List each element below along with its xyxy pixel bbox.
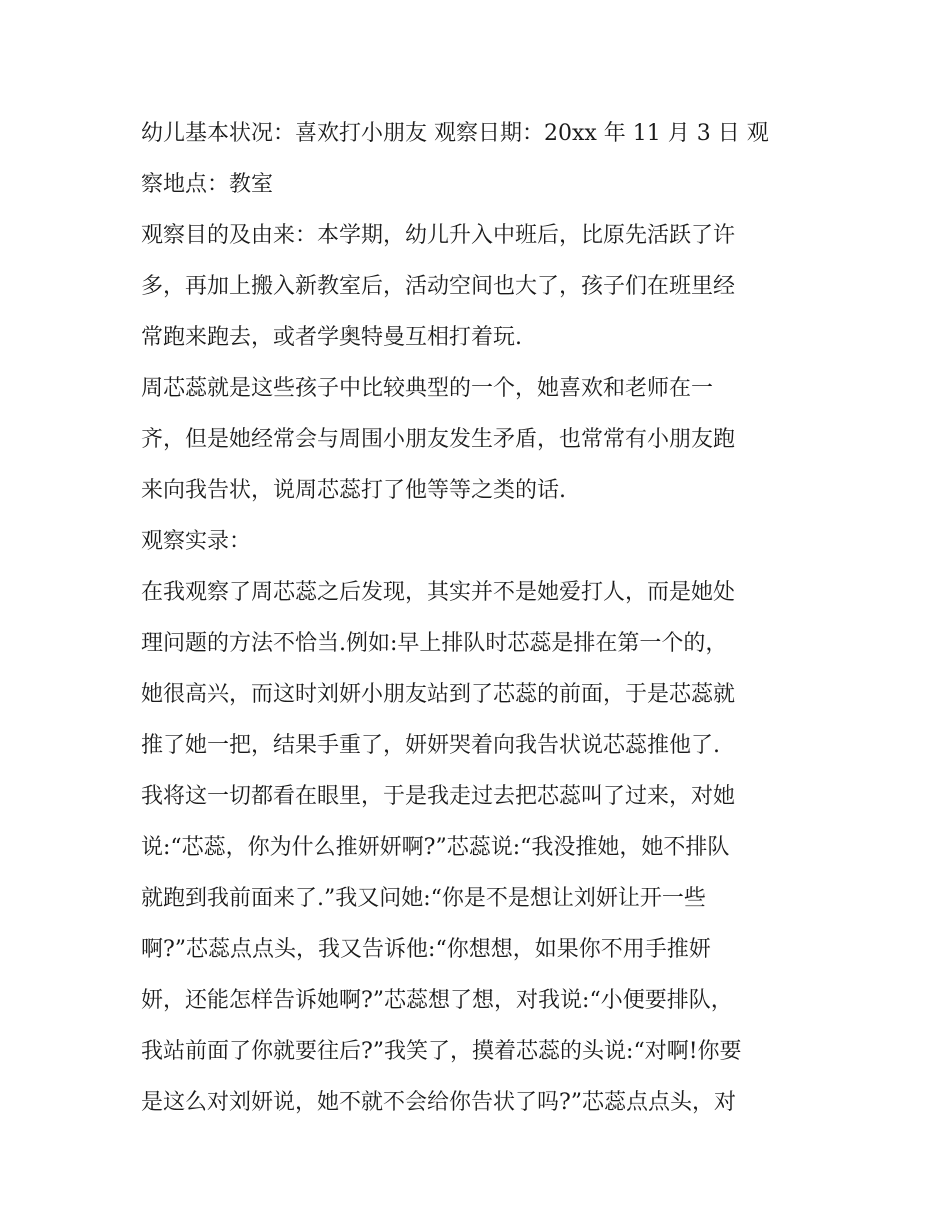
text-line: 观察目的及由来：本学期，幼儿升入中班后，比原先活跃了许 xyxy=(141,223,736,248)
text-line: 说:“芯蕊，你为什么推妍妍啊?”芯蕊说:“我没推她，她不排队 xyxy=(141,835,730,860)
text-line: 理问题的方法不恰当.例如:早上排队时芯蕊是排在第一个的， xyxy=(141,631,728,656)
text-line: 推了她一把，结果手重了，妍妍哭着向我告状说芯蕊推他了. xyxy=(141,733,720,758)
text-line: 啊?”芯蕊点点头，我又告诉他:“你想想，如果你不用手推妍 xyxy=(141,937,711,962)
text-line: 齐，但是她经常会与周围小朋友发生矛盾，也常常有小朋友跑 xyxy=(141,427,736,452)
text-line: 在我观察了周芯蕊之后发现，其实并不是她爱打人，而是她处 xyxy=(141,580,736,605)
text-line: 察地点：教室 xyxy=(141,172,274,197)
text-line: 我将这一切都看在眼里，于是我走过去把芯蕊叫了过来，对她 xyxy=(141,784,736,809)
text-line: 我站前面了你就要往后?”我笑了，摸着芯蕊的头说:“对啊!你要 xyxy=(141,1039,742,1064)
text-line: 常跑来跑去，或者学奥特曼互相打着玩. xyxy=(141,325,522,350)
section-heading: 观察实录： xyxy=(141,529,252,554)
text-line: 妍，还能怎样告诉她啊?”芯蕊想了想，对我说:“小便要排队， xyxy=(141,988,733,1013)
text-line: 多，再加上搬入新教室后，活动空间也大了，孩子们在班里经 xyxy=(141,274,736,299)
document-body xyxy=(141,108,821,1128)
text-line: 她很高兴，而这时刘妍小朋友站到了芯蕊的前面，于是芯蕊就 xyxy=(141,682,736,707)
text-line: 就跑到我前面来了.”我又问她:“你是不是想让刘妍让开一些 xyxy=(141,886,706,911)
text-line: 来向我告状，说周芯蕊打了他等等之类的话. xyxy=(141,478,566,503)
text-line: 幼儿基本状况：喜欢打小朋友 观察日期：20xx 年 11 月 3 日 观 xyxy=(141,121,769,146)
text-line: 周芯蕊就是这些孩子中比较典型的一个，她喜欢和老师在一 xyxy=(141,376,714,401)
text-line: 是这么对刘妍说，她不就不会给你告状了吗?”芯蕊点点头，对 xyxy=(141,1090,737,1115)
